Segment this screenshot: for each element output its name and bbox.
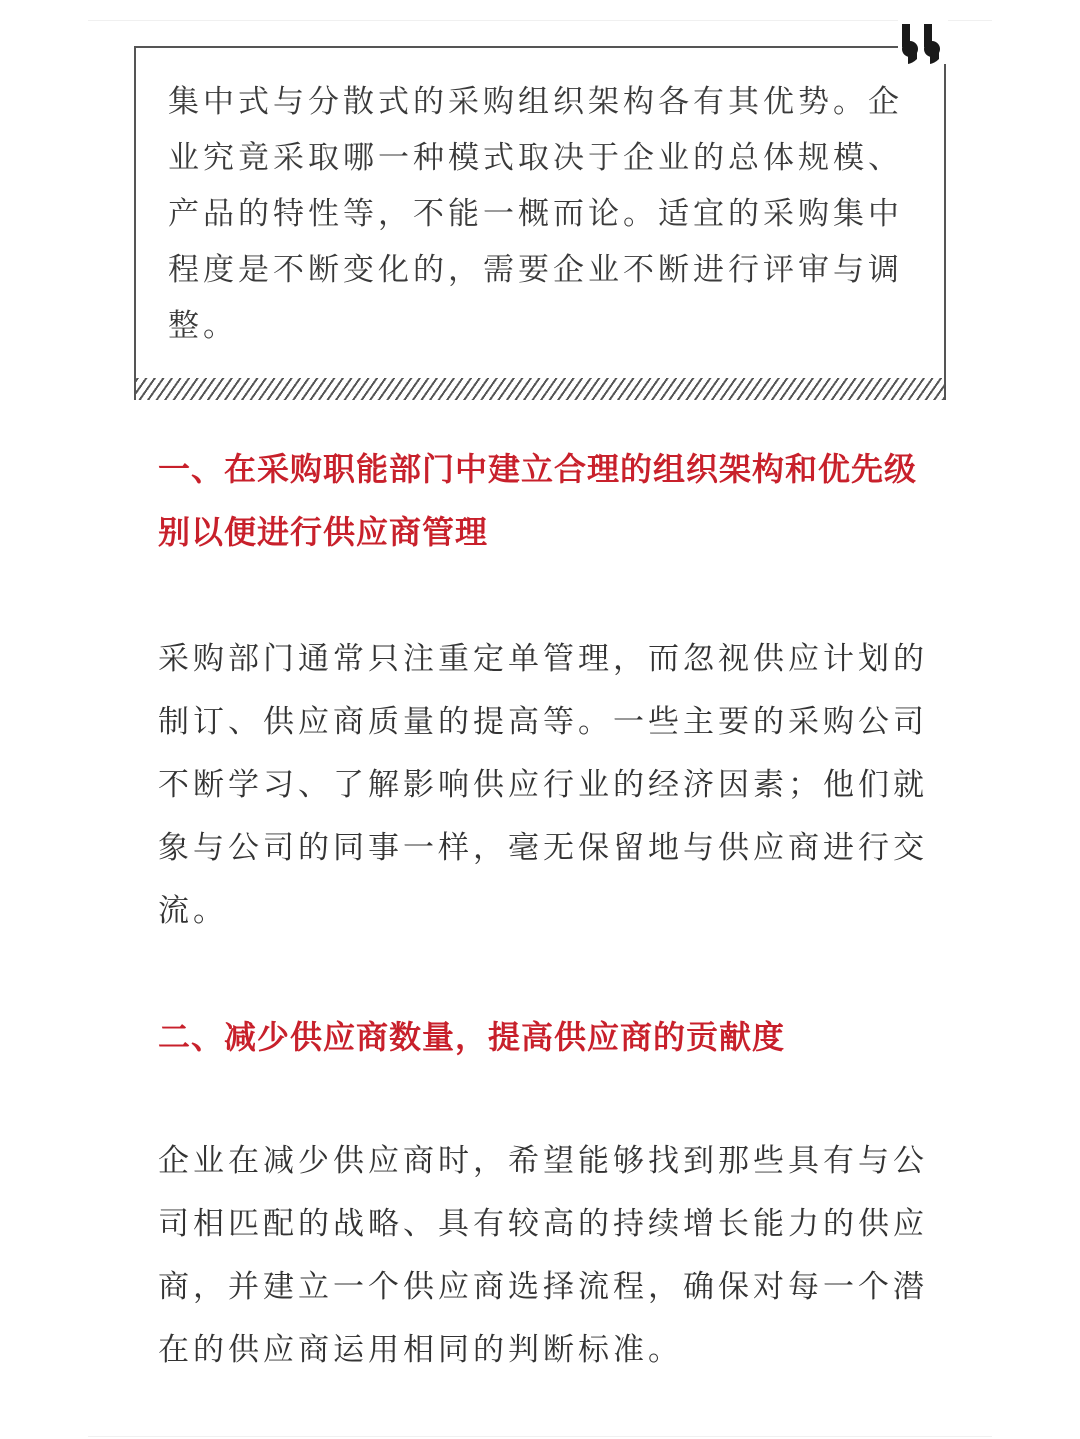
section-heading-2: 二、减少供应商数量，提高供应商的贡献度 xyxy=(158,1018,786,1056)
hatched-border xyxy=(136,378,944,400)
quote-text: 集中式与分散式的采购组织架构各有其优势。企业究竟采取哪一种模式取决于企业的总体规模、产品的特性等，不能一概而论。适宜的采购集中程度是不断变化的，需要企业不断进行评审与调整。 xyxy=(168,84,903,344)
section-heading-1: 一、在采购职能部门中建立合理的组织架构和优先级别以便进行供应商管理 xyxy=(158,450,918,551)
section-paragraph-2: 企业在减少供应商时，希望能够找到那些具有与公司相匹配的战略、具有较高的持续增长能力的供应商，并建立一个供应商选择流程，确保对每一个潜在的供应商运用相同的判断标准。 xyxy=(158,1143,928,1368)
bottom-divider xyxy=(88,1436,992,1437)
top-divider xyxy=(88,20,992,21)
section-paragraph-1: 采购部门通常只注重定单管理，而忽视供应计划的制订、供应商质量的提高等。一些主要的采购公司不断学习、了解影响供应行业的经济因素；他们就象与公司的同事一样，毫无保留地与供应商进行交流。 xyxy=(158,641,928,929)
closing-quote-icon xyxy=(898,20,948,64)
quote-box xyxy=(134,46,946,400)
